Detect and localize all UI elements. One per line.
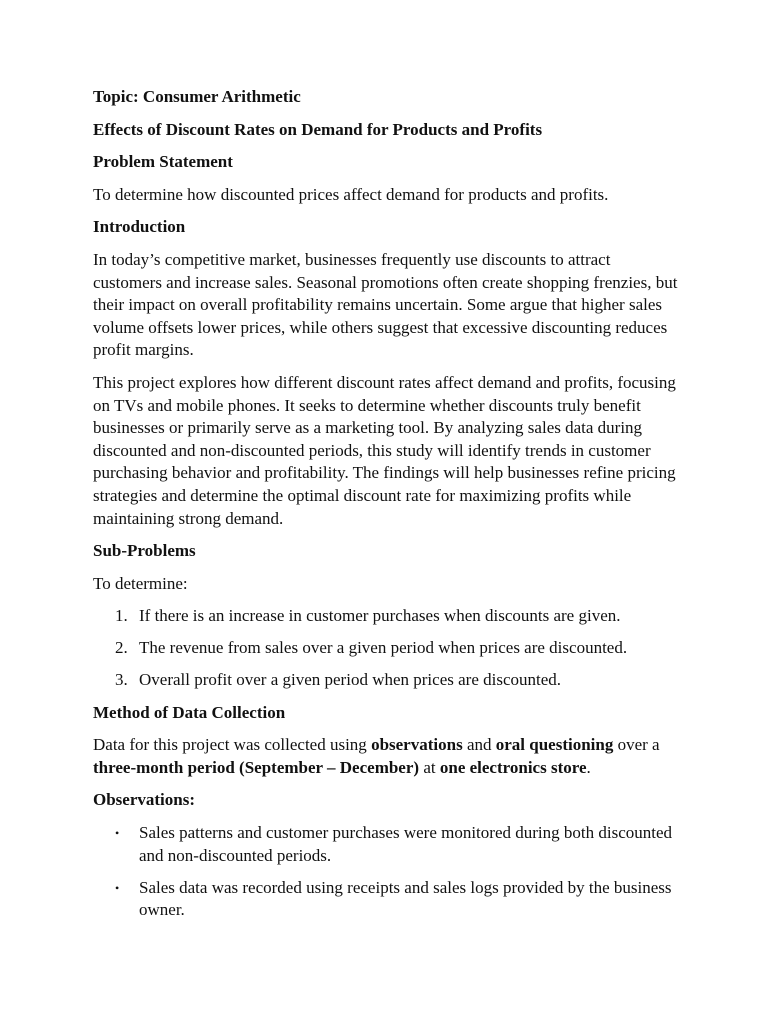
method-text: at xyxy=(419,757,440,777)
list-item-text: If there is an increase in customer purchases when discounts are given. xyxy=(139,606,621,626)
method-bold-oral-questioning: oral questioning xyxy=(495,735,614,755)
method-heading: Method of Data Collection xyxy=(93,702,286,722)
problem-statement-text: To determine how discounted prices affect demand for products and profits. xyxy=(93,184,609,204)
method-text: over a xyxy=(613,735,660,755)
list-number: 3. xyxy=(115,670,128,690)
bullet-icon: • xyxy=(115,880,120,895)
method-text: and xyxy=(462,735,496,755)
introduction-paragraph-2: This project explores how different discount rates affect demand and profits, focusing on TVs and mobile phones. It seeks to determine whether discounts truly benefit businesses or primarily serve as a marketing tool. By analyzing sales data during discounted and non-discounted periods, this study will identify trends in customer purchasing behavior and profitability. The findings will help businesses refine pricing strategies and determine the optimal discount rate for maximizing profits while maintaining strong demand. xyxy=(93,372,676,528)
list-item-text: Sales data was recorded using receipts and sales logs provided by the business owner. xyxy=(139,877,672,920)
method-bold-period: three-month period (September – December) xyxy=(93,757,420,777)
list-item xyxy=(93,669,683,692)
list-item-text: Overall profit over a given period when prices are discounted. xyxy=(139,670,562,690)
topic-heading: Topic: Consumer Arithmetic xyxy=(93,87,301,106)
list-item xyxy=(93,822,683,867)
method-bold-observations: observations xyxy=(371,735,463,755)
sub-problems-heading: Sub-Problems xyxy=(93,541,196,561)
problem-statement-heading: Problem Statement xyxy=(93,152,233,172)
list-number: 1. xyxy=(115,606,128,626)
method-text: . xyxy=(586,757,591,777)
introduction-paragraph-1: In today’s competitive market, businesses frequently use discounts to attract customers and increase sales. Seasonal promotions often create shopping frenzies, but their impact on overall profitability remains uncertain. Some argue that higher sales volume offsets lower prices, while others suggest that excessive discounting reduces profit margins. xyxy=(93,249,678,360)
observations-list xyxy=(93,822,683,922)
introduction-heading: Introduction xyxy=(93,217,186,237)
list-item-text: Sales patterns and customer purchases were monitored during both discounted and non-discounted periods. xyxy=(139,822,673,865)
method-paragraph xyxy=(93,734,683,779)
observations-heading: Observations: xyxy=(93,790,195,810)
list-item xyxy=(93,637,683,660)
list-number: 2. xyxy=(115,638,128,658)
list-item-text: The revenue from sales over a given period when prices are discounted. xyxy=(139,638,628,658)
list-item xyxy=(93,877,683,922)
method-bold-store: one electronics store xyxy=(439,757,587,777)
document-title: Effects of Discount Rates on Demand for Products and Profits xyxy=(93,119,543,139)
document-page xyxy=(93,86,683,931)
sub-problems-list xyxy=(93,605,683,692)
bullet-icon: • xyxy=(115,825,120,840)
method-text: Data for this project was collected using xyxy=(93,735,372,755)
sub-problems-lead: To determine: xyxy=(93,573,188,593)
list-item xyxy=(93,605,683,628)
